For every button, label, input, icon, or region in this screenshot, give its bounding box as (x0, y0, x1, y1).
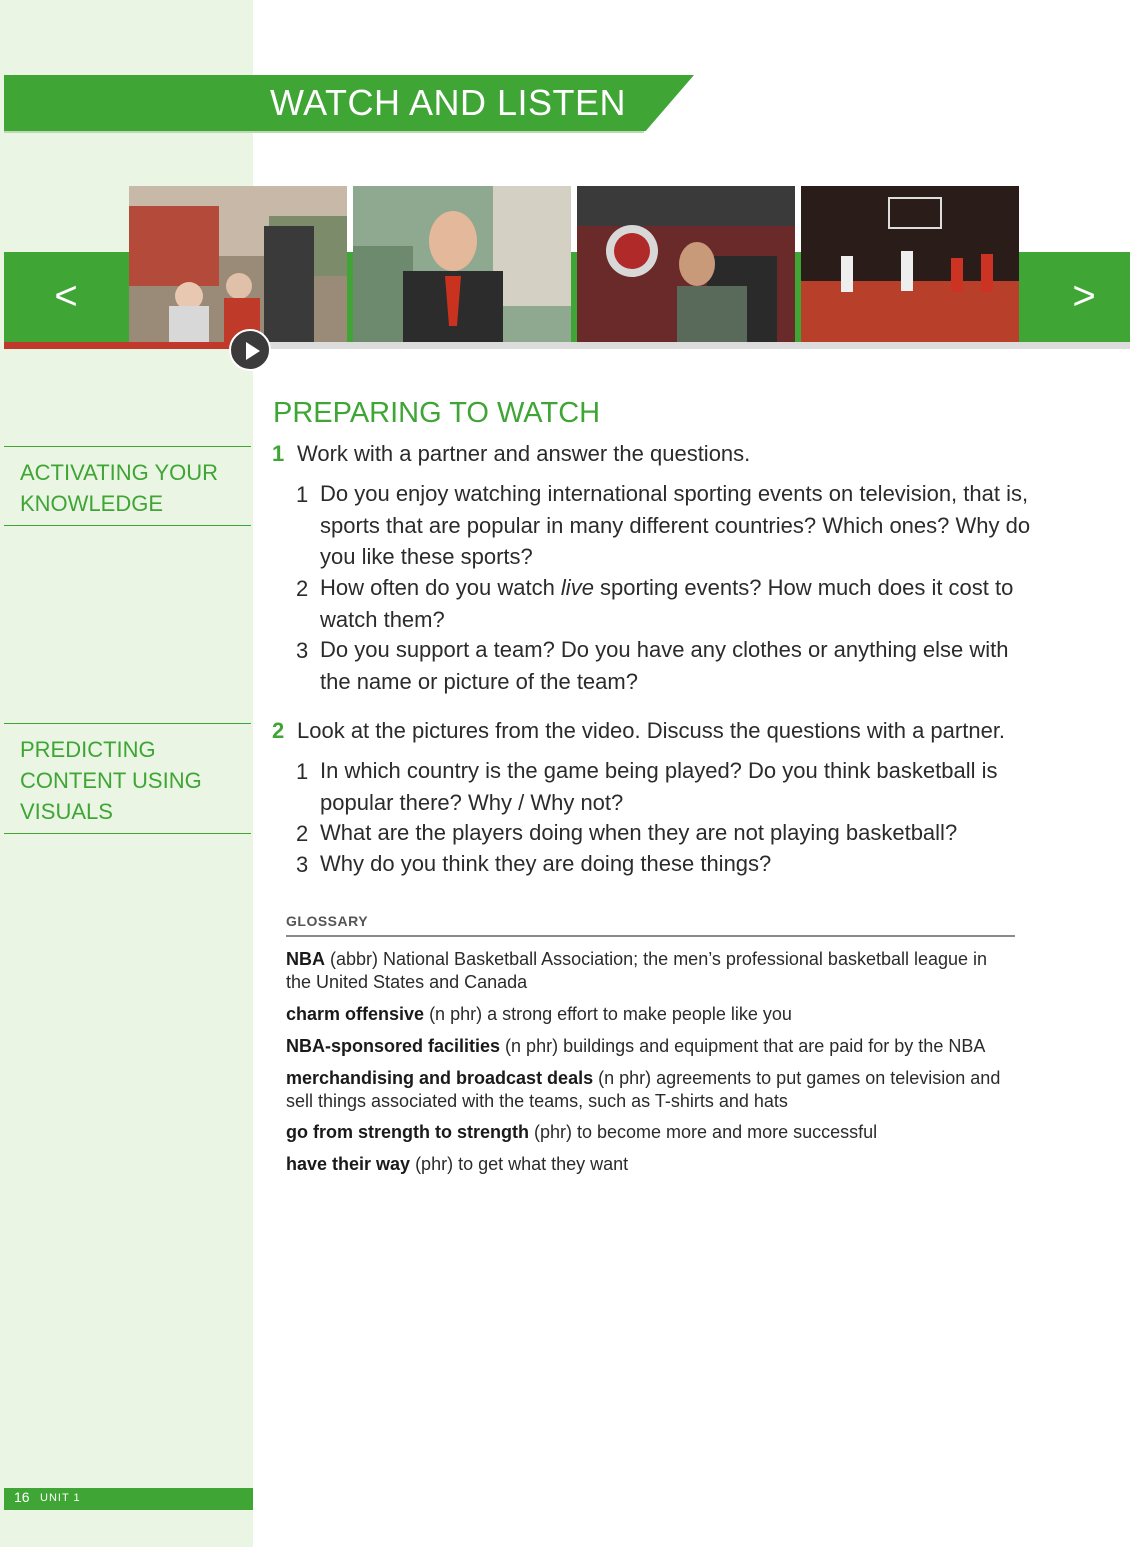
glossary-term: NBA (286, 949, 325, 969)
glossary-entry (286, 1121, 1011, 1144)
glossary-term: charm offensive (286, 1004, 425, 1024)
carousel-progress-fill (4, 342, 244, 349)
glossary-heading: GLOSSARY (286, 913, 369, 929)
page-title: WATCH AND LISTEN (270, 82, 627, 123)
play-icon[interactable] (229, 329, 271, 371)
question-text: What are the players doing when they are not playing basketball? (320, 820, 958, 845)
thumbnail-image (353, 186, 571, 342)
sidebar-label-predicting (4, 723, 251, 834)
glossary-term: merchandising and broadcast deals (286, 1068, 594, 1088)
video-thumbnail[interactable] (129, 186, 347, 342)
thumbnail-image (577, 186, 795, 342)
glossary-definition: (phr) to get what they want (410, 1154, 629, 1174)
chevron-left-icon[interactable]: < (54, 274, 78, 318)
question-number: 1 (296, 482, 309, 507)
glossary-definition: (n phr) agreements to put games on television and sell things associated with the teams, such as T-shirts and hats (286, 1068, 1001, 1111)
header-divider (4, 131, 644, 133)
glossary-term: NBA-sponsored facilities (286, 1036, 501, 1056)
glossary-term: have their way (286, 1154, 411, 1174)
thumbnail-image (801, 186, 1019, 342)
glossary-entry (286, 1035, 1011, 1058)
exercise-number: 1 (272, 441, 285, 466)
glossary-definition: (n phr) buildings and equipment that are paid for by the NBA (500, 1036, 986, 1056)
play-triangle (246, 342, 260, 360)
question-number: 2 (296, 821, 309, 846)
section-title: PREPARING TO WATCH (273, 397, 601, 429)
exercise-instruction: Work with a partner and answer the questions. (297, 441, 751, 466)
glossary-term: go from strength to strength (286, 1122, 529, 1142)
question-text: In which country is the game being played? Do you think basketball is popular there? Why / Why not? (320, 758, 998, 815)
exercise-number: 2 (272, 718, 285, 743)
sidebar-label-line: CONTENT USING (20, 768, 202, 793)
question-number: 2 (296, 576, 309, 601)
glossary-entry (286, 1003, 1011, 1026)
glossary-definition: (n phr) a strong effort to make people like you (424, 1004, 792, 1024)
question-number: 1 (296, 759, 309, 784)
question-number: 3 (296, 852, 309, 877)
glossary-entry (286, 1153, 1011, 1176)
sidebar-label-line: KNOWLEDGE (20, 491, 164, 516)
page-number: 16 (14, 1489, 30, 1505)
glossary-entry (286, 1067, 1011, 1113)
exercise-instruction: Look at the pictures from the video. Discuss the questions with a partner. (297, 718, 1006, 743)
question-number: 3 (296, 638, 309, 663)
video-thumbnail[interactable] (577, 186, 795, 342)
sidebar-label-line: ACTIVATING YOUR (20, 460, 219, 485)
unit-label: UNIT 1 (40, 1492, 81, 1504)
chevron-right-icon[interactable]: > (1072, 274, 1096, 318)
question-text: Do you enjoy watching international sporting events on television, that is, sports that are popular in many different countries? Which ones? Why do you like these sports? (320, 481, 1031, 569)
video-thumbnail[interactable] (801, 186, 1019, 342)
glossary-entry (286, 948, 1011, 994)
video-thumbnail[interactable] (353, 186, 571, 342)
glossary-definition: (abbr) National Basketball Association; the men’s professional basketball league in the United States and Canada (286, 949, 988, 992)
sidebar-label-activating (4, 446, 251, 526)
sidebar-label-line: PREDICTING (20, 737, 156, 762)
question-text: Do you support a team? Do you have any clothes or anything else with the name or picture of the team? (320, 637, 1009, 694)
sidebar-label-line: VISUALS (20, 799, 113, 824)
question-text-italic: live (560, 575, 594, 600)
thumbnail-image (129, 186, 347, 342)
question-text-part: How often do you watch (320, 575, 561, 600)
question-text (320, 572, 1035, 635)
glossary-definition: (phr) to become more and more successful (528, 1122, 878, 1142)
glossary-divider (286, 935, 1015, 937)
question-text-part: sporting events? How much does it cost to watch them? (320, 575, 1014, 632)
question-text: Why do you think they are doing these things? (320, 851, 772, 876)
